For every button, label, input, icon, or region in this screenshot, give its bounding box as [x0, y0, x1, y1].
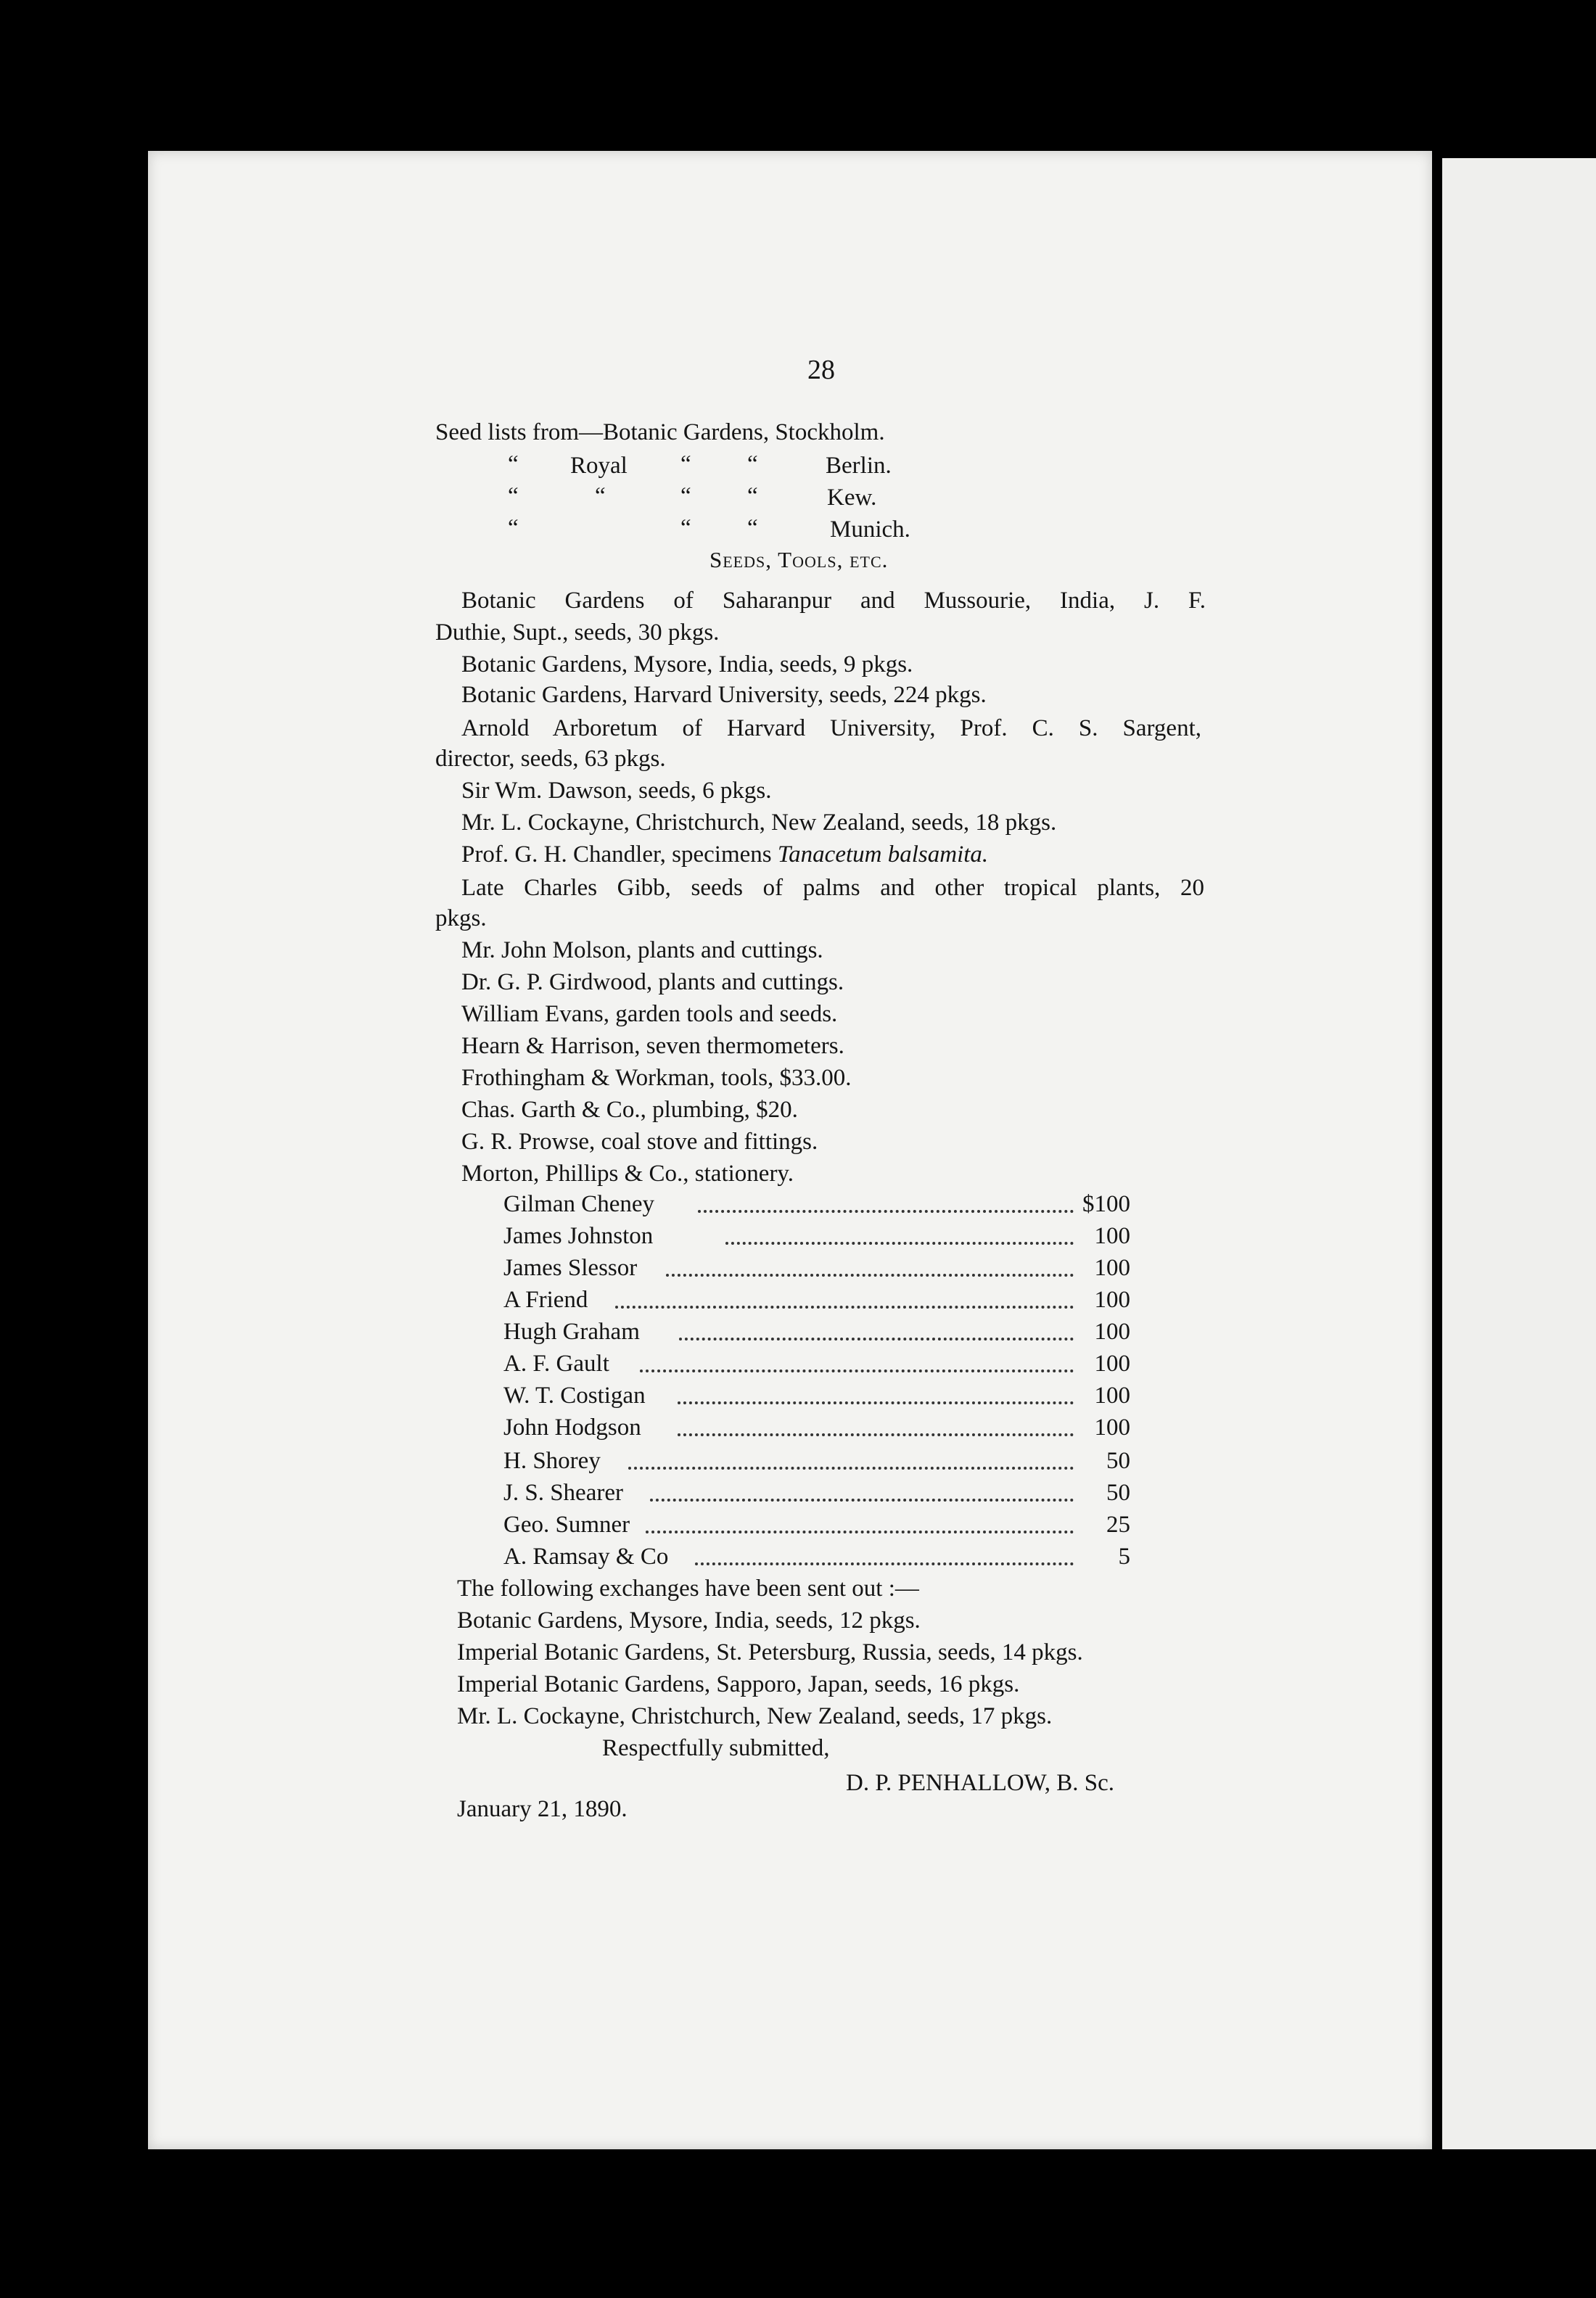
- seed-lists-ditto: “: [508, 451, 519, 477]
- donation-amount: 100: [1094, 1255, 1130, 1281]
- entry-line: Frothingham & Workman, tools, $33.00.: [461, 1065, 852, 1091]
- seed-lists-ditto: “: [747, 515, 758, 541]
- donor-name: H. Shorey: [503, 1448, 601, 1474]
- seed-lists-ditto: “: [508, 483, 519, 509]
- entry-line: Arnold Arboretum of Harvard University, Prof. C. S. Sargent,: [461, 715, 1201, 741]
- donor-name: Gilman Cheney: [503, 1191, 655, 1217]
- seed-lists-ditto: “: [680, 451, 691, 477]
- entry-line: G. R. Prowse, coal stove and fittings.: [461, 1129, 818, 1155]
- donation-amount: 5: [1118, 1544, 1130, 1570]
- entry-text: Prof. G. H. Chandler, specimens: [461, 841, 778, 868]
- donor-name: Hugh Graham: [503, 1319, 640, 1345]
- seed-lists-line-1: Seed lists from—Botanic Gardens, Stockholm.: [435, 419, 885, 445]
- exchanges-intro: The following exchanges have been sent out :—: [457, 1576, 919, 1602]
- dot-leader: [678, 1399, 1074, 1404]
- dot-leader: [666, 1271, 1074, 1277]
- date-line: January 21, 1890.: [457, 1796, 628, 1822]
- entry-line: Botanic Gardens, Harvard University, seeds, 224 pkgs.: [461, 682, 987, 708]
- species-name: Tanacetum balsamita.: [777, 841, 989, 868]
- donor-name: J. S. Shearer: [503, 1480, 623, 1506]
- entry-line: Mr. L. Cockayne, Christchurch, New Zealand, seeds, 18 pkgs.: [461, 810, 1057, 836]
- donor-name: John Hodgson: [503, 1414, 641, 1441]
- seed-lists-city: Munich.: [830, 516, 910, 543]
- seed-lists-name: Royal: [570, 453, 628, 479]
- entry-line: Botanic Gardens of Saharanpur and Mussourie, India, J. F.: [461, 588, 1206, 614]
- donor-name: Geo. Sumner: [503, 1512, 630, 1538]
- dot-leader: [628, 1464, 1074, 1470]
- exchange-item: Imperial Botanic Gardens, St. Petersburg, Russia, seeds, 14 pkgs.: [457, 1639, 1083, 1665]
- entry-line: Hearn & Harrison, seven thermometers.: [461, 1033, 844, 1059]
- seed-lists-ditto: “: [747, 451, 758, 477]
- signature: D. P. PENHALLOW, B. Sc.: [846, 1770, 1115, 1796]
- donation-amount: 100: [1094, 1414, 1130, 1441]
- dot-leader: [698, 1207, 1074, 1213]
- page-number: 28: [807, 355, 835, 385]
- donor-name: James Johnston: [503, 1223, 654, 1249]
- entry-line: Dr. G. P. Girdwood, plants and cuttings.: [461, 969, 844, 995]
- entry-line: William Evans, garden tools and seeds.: [461, 1001, 838, 1027]
- seed-lists-ditto: “: [680, 515, 691, 541]
- dot-leader: [646, 1528, 1074, 1533]
- entry-line: Mr. John Molson, plants and cuttings.: [461, 937, 823, 963]
- adjacent-page: [1442, 158, 1596, 2149]
- exchange-item: Imperial Botanic Gardens, Sapporo, Japan, seeds, 16 pkgs.: [457, 1671, 1020, 1697]
- entry-line: director, seeds, 63 pkgs.: [435, 746, 666, 772]
- seed-lists-ditto: “: [595, 483, 606, 509]
- donation-amount: 100: [1094, 1351, 1130, 1377]
- dot-leader: [725, 1239, 1074, 1245]
- entry-line: Duthie, Supt., seeds, 30 pkgs.: [435, 619, 720, 646]
- entry-line: Morton, Phillips & Co., stationery.: [461, 1161, 794, 1187]
- dot-leader: [695, 1560, 1074, 1565]
- seed-lists-ditto: “: [747, 483, 758, 509]
- closing-line: Respectfully submitted,: [602, 1735, 830, 1761]
- entry-line: [461, 840, 988, 869]
- dot-leader: [640, 1367, 1074, 1372]
- donation-amount: 100: [1094, 1223, 1130, 1249]
- donation-amount: 100: [1094, 1319, 1130, 1345]
- entry-line: Botanic Gardens, Mysore, India, seeds, 9 pkgs.: [461, 651, 913, 678]
- seed-lists-city: Berlin.: [826, 453, 892, 479]
- section-heading: Seeds, Tools, etc.: [709, 547, 889, 572]
- donation-amount: $100: [1082, 1191, 1130, 1217]
- donation-amount: 50: [1106, 1448, 1130, 1474]
- entry-line: Late Charles Gibb, seeds of palms and other tropical plants, 20: [461, 875, 1204, 901]
- entry-line: pkgs.: [435, 905, 487, 931]
- entry-line: Sir Wm. Dawson, seeds, 6 pkgs.: [461, 778, 772, 804]
- donor-name: W. T. Costigan: [503, 1383, 646, 1409]
- seed-lists-city: Kew.: [827, 485, 877, 511]
- donor-name: A. Ramsay & Co: [503, 1544, 669, 1570]
- donation-amount: 100: [1094, 1287, 1130, 1313]
- dot-leader: [650, 1496, 1074, 1502]
- donor-name: James Slessor: [503, 1255, 638, 1281]
- dot-leader: [679, 1335, 1074, 1340]
- seed-lists-ditto: “: [680, 483, 691, 509]
- dot-leader: [615, 1303, 1074, 1309]
- exchange-item: Mr. L. Cockayne, Christchurch, New Zealand, seeds, 17 pkgs.: [457, 1703, 1053, 1729]
- seed-lists-ditto: “: [508, 515, 519, 541]
- donation-amount: 100: [1094, 1383, 1130, 1409]
- exchange-item: Botanic Gardens, Mysore, India, seeds, 12 pkgs.: [457, 1607, 921, 1634]
- dot-leader: [678, 1430, 1074, 1436]
- donor-name: A. F. Gault: [503, 1351, 609, 1377]
- donor-name: A Friend: [503, 1287, 588, 1313]
- donation-amount: 50: [1106, 1480, 1130, 1506]
- donation-amount: 25: [1106, 1512, 1130, 1538]
- entry-line: Chas. Garth & Co., plumbing, $20.: [461, 1097, 798, 1123]
